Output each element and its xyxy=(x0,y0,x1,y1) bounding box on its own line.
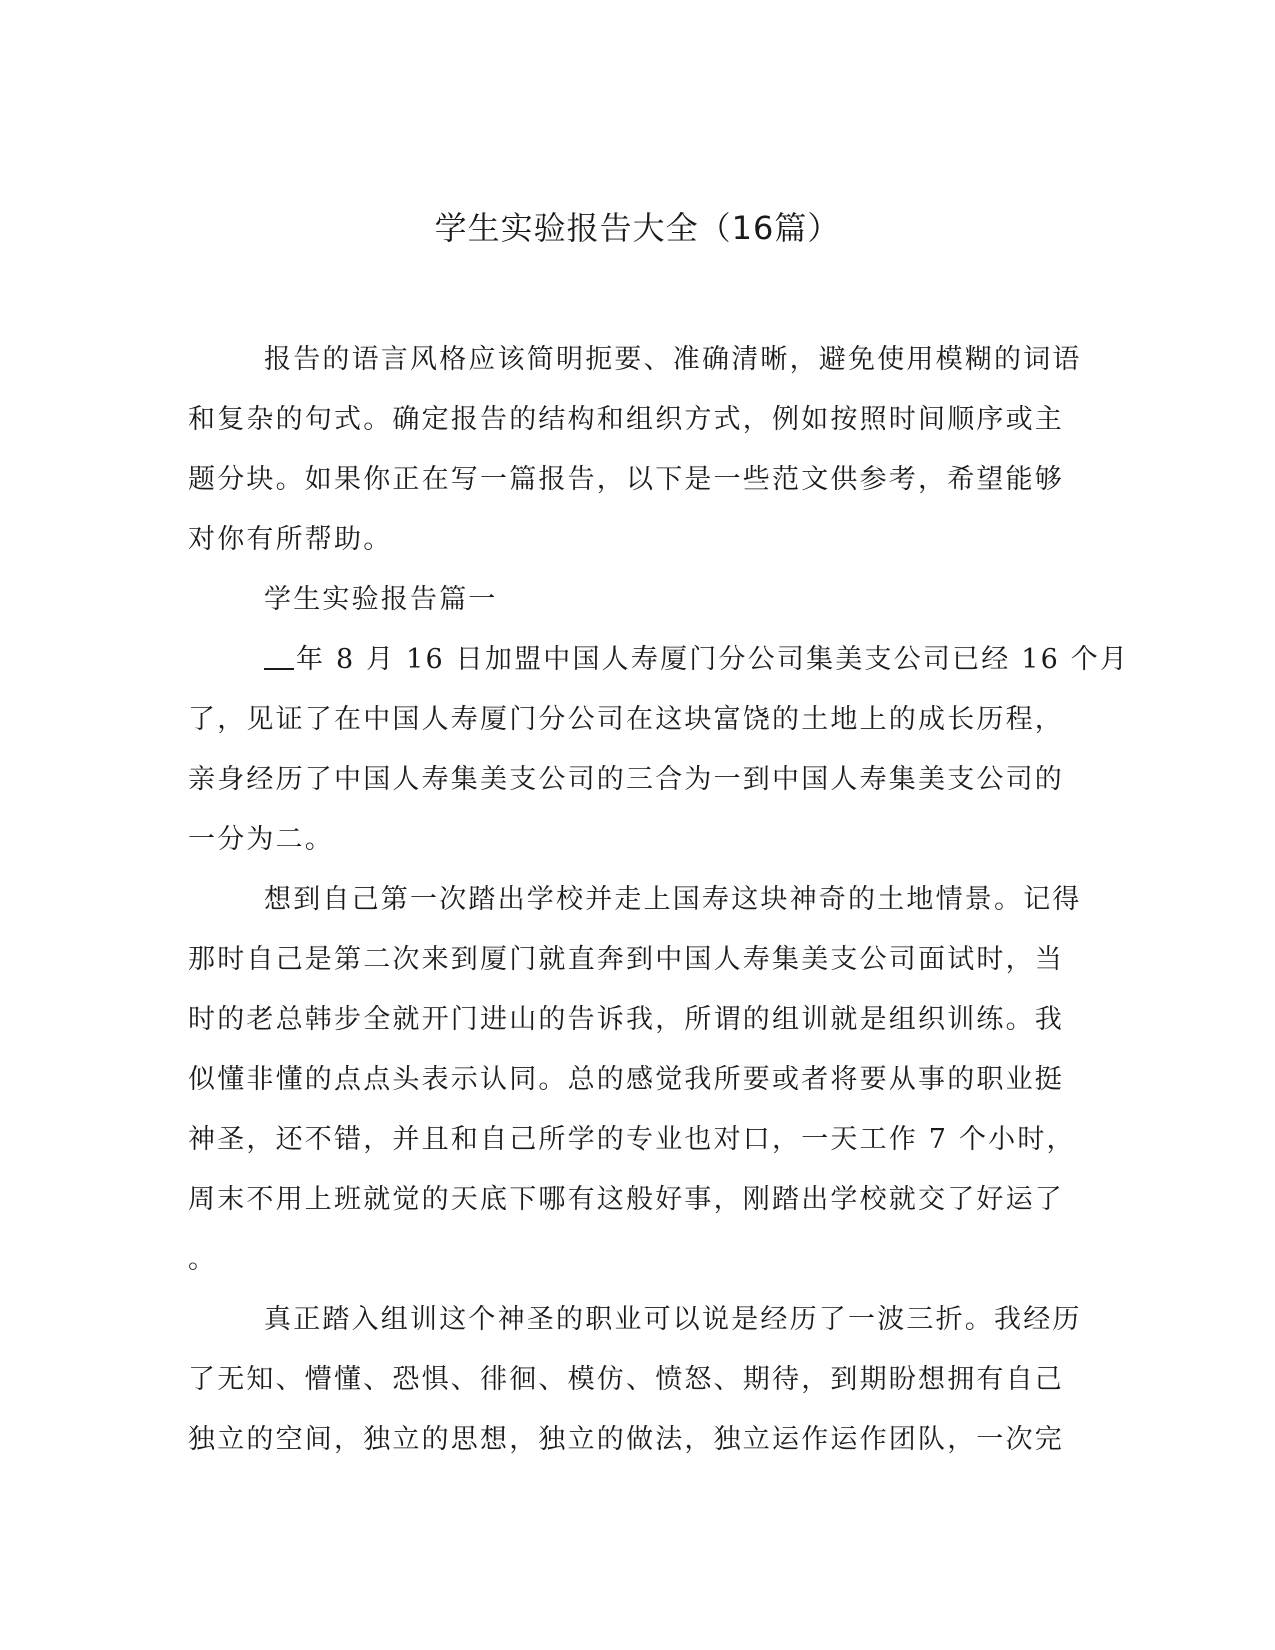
document-title: 学生实验报告大全（16篇） xyxy=(434,209,841,247)
paragraph3-line: 真正踏入组训这个神圣的职业可以说是经历了一波三折。我经历 xyxy=(264,1304,1082,1335)
paragraph3-line: 了无知、懵懂、恐惧、徘徊、模仿、愤怒、期待，到期盼想拥有自己 xyxy=(188,1364,1064,1395)
intro-line: 题分块。如果你正在写一篇报告，以下是一些范文供参考，希望能够 xyxy=(188,464,1064,495)
paragraph1-line: 一分为二。 xyxy=(188,824,334,855)
paragraph2-line: 那时自己是第二次来到厦门就直奔到中国人寿集美支公司面试时，当 xyxy=(188,944,1064,975)
paragraph2-line: 似懂非懂的点点头表示认同。总的感觉我所要或者将要从事的职业挺 xyxy=(188,1064,1064,1095)
intro-line: 和复杂的句式。确定报告的结构和组织方式，例如按照时间顺序或主 xyxy=(188,404,1064,435)
paragraph1-first-line xyxy=(188,630,1130,690)
document-body xyxy=(188,330,1130,1470)
paragraph2-line: 想到自己第一次踏出学校并走上国寿这块神奇的土地情景。记得 xyxy=(264,884,1082,915)
intro-line: 对你有所帮助。 xyxy=(188,524,393,555)
paragraph2-line: 周末不用上班就觉的天底下哪有这般好事，刚踏出学校就交了好运了 xyxy=(188,1184,1064,1215)
paragraph1-line: 了，见证了在中国人寿厦门分公司在这块富饶的土地上的成长历程， xyxy=(188,704,1064,735)
paragraph2-line: 时的老总韩步全就开门进山的告诉我，所谓的组训就是组织训练。我 xyxy=(188,1004,1064,1035)
intro-line: 报告的语言风格应该简明扼要、准确清晰，避免使用模糊的词语 xyxy=(264,344,1082,375)
section-heading: 学生实验报告篇一 xyxy=(264,584,498,615)
paragraph2-line: 。 xyxy=(188,1244,218,1275)
paragraph1-line-text: 年 8 月 16 日加盟中国人寿厦门分公司集美支公司已经 16 个月 xyxy=(296,644,1130,675)
paragraph2-line: 神圣，还不错，并且和自己所学的专业也对口，一天工作 7 个小时， xyxy=(188,1124,1076,1155)
paragraph3-line: 独立的空间，独立的思想，独立的做法，独立运作运作团队，一次完 xyxy=(188,1424,1064,1455)
paragraph1-line: 亲身经历了中国人寿集美支公司的三合为一到中国人寿集美支公司的 xyxy=(188,764,1064,795)
blank-underline xyxy=(264,642,294,670)
